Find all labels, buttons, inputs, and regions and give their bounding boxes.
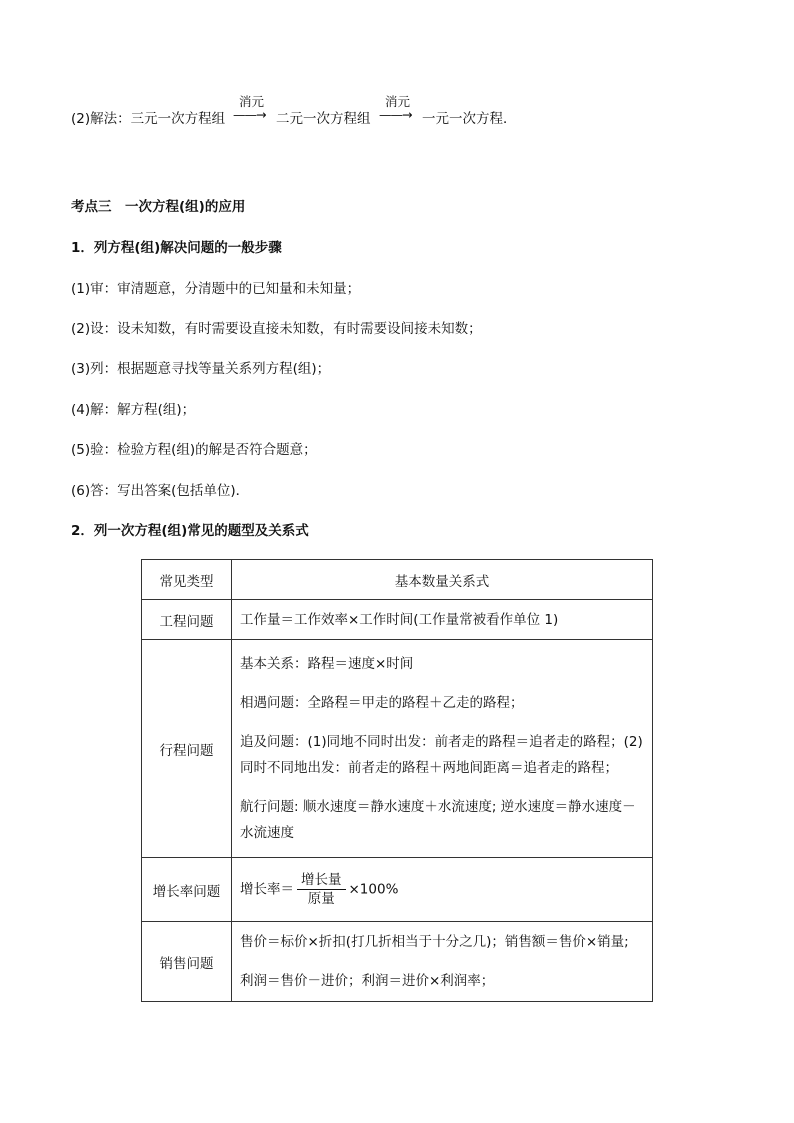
relation-line: 水流速度 xyxy=(240,825,294,841)
solution-method-lead: (2)解法：三元一次方程组 xyxy=(71,111,226,127)
relation-line: 相遇问题：全路程＝甲走的路程＋乙走的路程； xyxy=(240,695,524,711)
relation-line: 同时不同地出发：前者走的路程＋两地间距离＝追者走的路程； xyxy=(240,760,618,776)
table-title: 2．列一次方程(组)常见的题型及关系式 xyxy=(71,523,309,539)
growth-fraction xyxy=(297,871,346,908)
row-type: 行程问题 xyxy=(142,640,232,858)
row-type: 增长率问题 xyxy=(142,858,232,922)
relation-line: 基本关系：路程＝速度×时间 xyxy=(240,656,414,672)
row-relation xyxy=(232,640,653,858)
row-relation xyxy=(232,922,653,1002)
growth-suffix: ×100% xyxy=(348,881,399,898)
section-heading: 考点三 一次方程(组)的应用 xyxy=(71,199,246,215)
arrow1: ——→ xyxy=(233,107,266,122)
relation-line: 工作量＝工作效率×工作时间(工作量常被看作单位 1) xyxy=(240,611,559,628)
header-relation: 基本数量关系式 xyxy=(232,560,653,600)
growth-numerator: 增长量 xyxy=(297,871,346,890)
table-row xyxy=(142,858,653,922)
table-row xyxy=(142,922,653,1002)
relations-table xyxy=(141,559,653,1002)
step-item: (2)设：设未知数，有时需要设直接未知数，有时需要设间接未知数； xyxy=(71,321,482,337)
steps-title: 1．列方程(组)解决问题的一般步骤 xyxy=(71,240,282,256)
solution-method-mid: 二元一次方程组 xyxy=(276,111,371,127)
table-row xyxy=(142,600,653,640)
arrow2-label: 消元 xyxy=(385,94,411,109)
step-item: (5)验：检验方程(组)的解是否符合题意； xyxy=(71,442,317,458)
relation-line: 航行问题: 顺水速度＝静水速度＋水流速度; 逆水速度＝静水速度－ xyxy=(240,799,636,815)
relation-line: 售价＝标价×折扣(打几折相当于十分之几)；销售额＝售价×销量; xyxy=(240,934,629,950)
step-item: (3)列：根据题意寻找等量关系列方程(组)； xyxy=(71,361,331,377)
header-type: 常见类型 xyxy=(142,560,232,600)
step-item: (6)答：写出答案(包括单位)． xyxy=(71,483,250,499)
arrow1-label: 消元 xyxy=(239,94,265,109)
growth-denominator: 原量 xyxy=(307,891,335,907)
row-type: 销售问题 xyxy=(142,922,232,1002)
step-item: (4)解：解方程(组)； xyxy=(71,402,196,418)
solution-method-tail: 一元一次方程． xyxy=(422,111,517,127)
relation-line: 利润＝售价－进价；利润＝进价×利润率； xyxy=(240,973,495,989)
row-type: 工程问题 xyxy=(142,600,232,640)
relation-line: 追及问题：(1)同地不同时出发：前者走的路程＝追者走的路程；(2) xyxy=(240,734,643,750)
growth-prefix: 增长率＝ xyxy=(240,881,294,898)
row-relation xyxy=(232,858,653,922)
table-header-row xyxy=(142,560,653,600)
row-relation xyxy=(232,600,653,640)
arrow2: ——→ xyxy=(379,107,412,122)
table-row xyxy=(142,640,653,858)
step-item: (1)审：审清题意，分清题中的已知量和未知量； xyxy=(71,281,361,297)
